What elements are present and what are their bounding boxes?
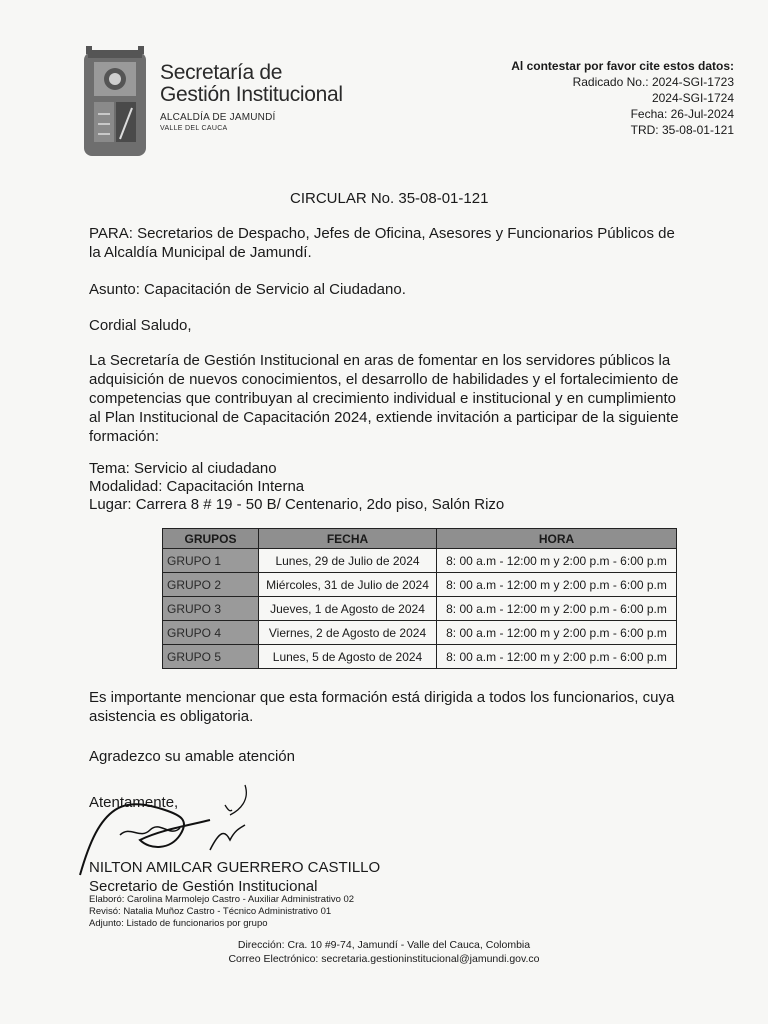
group-cell: GRUPO 5 bbox=[163, 645, 259, 669]
footer-email: Correo Electrónico: secretaria.gestioninstitucional@jamundi.gov.co bbox=[228, 953, 540, 965]
subject-line: Asunto: Capacitación de Servicio al Ciudadano. bbox=[89, 281, 406, 298]
date-cell: Jueves, 1 de Agosto de 2024 bbox=[259, 597, 437, 621]
document-credits bbox=[89, 894, 354, 930]
group-cell: GRUPO 1 bbox=[163, 549, 259, 573]
table-row bbox=[163, 621, 677, 645]
citation-title: Al contestar por favor cite estos datos: bbox=[511, 59, 734, 73]
circular-title: CIRCULAR No. 35-08-01-121 bbox=[290, 190, 489, 207]
table-header-row bbox=[163, 529, 677, 549]
reviewed-by: Revisó: Natalia Muñoz Castro - Técnico Administrativo 01 bbox=[89, 906, 332, 917]
trd-code: TRD: 35-08-01-121 bbox=[630, 123, 734, 137]
elaborated-by: Elaboró: Carolina Marmolejo Castro - Auxiliar Administrativo 02 bbox=[89, 894, 355, 905]
attachment-note: Adjunto: Listado de funcionarios por grupo bbox=[89, 918, 268, 929]
modalidad-line: Modalidad: Capacitación Interna bbox=[89, 478, 305, 495]
greeting: Cordial Saludo, bbox=[89, 317, 192, 334]
important-note: Es importante mencionar que esta formación está dirigida a todos los funcionarios, cuya asistencia es obligatoria. bbox=[89, 689, 675, 725]
closing-line: Atentamente, bbox=[89, 794, 179, 811]
time-cell: 8: 00 a.m - 12:00 m y 2:00 p.m - 6:00 p.m bbox=[437, 549, 677, 573]
org-line-3: ALCALDÍA DE JAMUNDÍ bbox=[160, 112, 276, 123]
para-recipients: PARA: Secretarios de Despacho, Jefes de Oficina, Asesores y Funcionarios Públicos de la Alcaldía Municipal de Jamundí. bbox=[89, 225, 675, 261]
citation-block bbox=[511, 58, 734, 138]
tema-line: Tema: Servicio al ciudadano bbox=[89, 460, 277, 477]
column-header-fecha: FECHA bbox=[259, 529, 437, 549]
signer-name: NILTON AMILCAR GUERRERO CASTILLO bbox=[89, 859, 381, 876]
column-header-grupos: GRUPOS bbox=[163, 529, 259, 549]
footer-address: Dirección: Cra. 10 #9-74, Jamundí - Valle del Cauca, Colombia bbox=[237, 939, 531, 951]
footer bbox=[0, 938, 768, 966]
group-cell: GRUPO 4 bbox=[163, 621, 259, 645]
table-row bbox=[163, 645, 677, 669]
table-row bbox=[163, 549, 677, 573]
group-cell: GRUPO 2 bbox=[163, 573, 259, 597]
time-cell: 8: 00 a.m - 12:00 m y 2:00 p.m - 6:00 p.m bbox=[437, 645, 677, 669]
signer-role: Secretario de Gestión Institucional bbox=[89, 878, 318, 895]
lugar-line: Lugar: Carrera 8 # 19 - 50 B/ Centenario, 2do piso, Salón Rizo bbox=[89, 496, 505, 513]
time-cell: 8: 00 a.m - 12:00 m y 2:00 p.m - 6:00 p.m bbox=[437, 573, 677, 597]
signer-block bbox=[89, 858, 380, 896]
org-line-2: Gestión Institucional bbox=[160, 83, 343, 106]
radicado-number: Radicado No.: 2024-SGI-1723 bbox=[572, 75, 734, 89]
radicado-number-2: 2024-SGI-1724 bbox=[651, 91, 734, 105]
group-cell: GRUPO 3 bbox=[163, 597, 259, 621]
time-cell: 8: 00 a.m - 12:00 m y 2:00 p.m - 6:00 p.m bbox=[437, 597, 677, 621]
column-header-hora: HORA bbox=[437, 529, 677, 549]
org-line-1: Secretaría de bbox=[160, 61, 283, 84]
coat-of-arms-logo bbox=[80, 44, 150, 164]
table-row bbox=[163, 597, 677, 621]
date-cell: Viernes, 2 de Agosto de 2024 bbox=[259, 621, 437, 645]
time-cell: 8: 00 a.m - 12:00 m y 2:00 p.m - 6:00 p.m bbox=[437, 621, 677, 645]
thanks-line: Agradezco su amable atención bbox=[89, 748, 295, 765]
date-cell: Lunes, 5 de Agosto de 2024 bbox=[259, 645, 437, 669]
schedule-table bbox=[162, 528, 677, 669]
org-line-4: VALLE DEL CAUCA bbox=[160, 125, 228, 132]
date-cell: Miércoles, 31 de Julio de 2024 bbox=[259, 573, 437, 597]
table-row bbox=[163, 573, 677, 597]
date-cell: Lunes, 29 de Julio de 2024 bbox=[259, 549, 437, 573]
citation-date: Fecha: 26-Jul-2024 bbox=[630, 107, 734, 121]
main-paragraph: La Secretaría de Gestión Institucional en aras de fomentar en los servidores públicos la adquisición de nuevos conocimientos, el desarrollo de habilidades y el fortalecimiento de competencias que contribuyan al crecimiento individual e institucional y en cumplimiento al Plan Institucional de Capacitación 2024, extiende invitación a participar de la siguiente formación: bbox=[89, 352, 679, 445]
organization-name bbox=[160, 62, 343, 132]
